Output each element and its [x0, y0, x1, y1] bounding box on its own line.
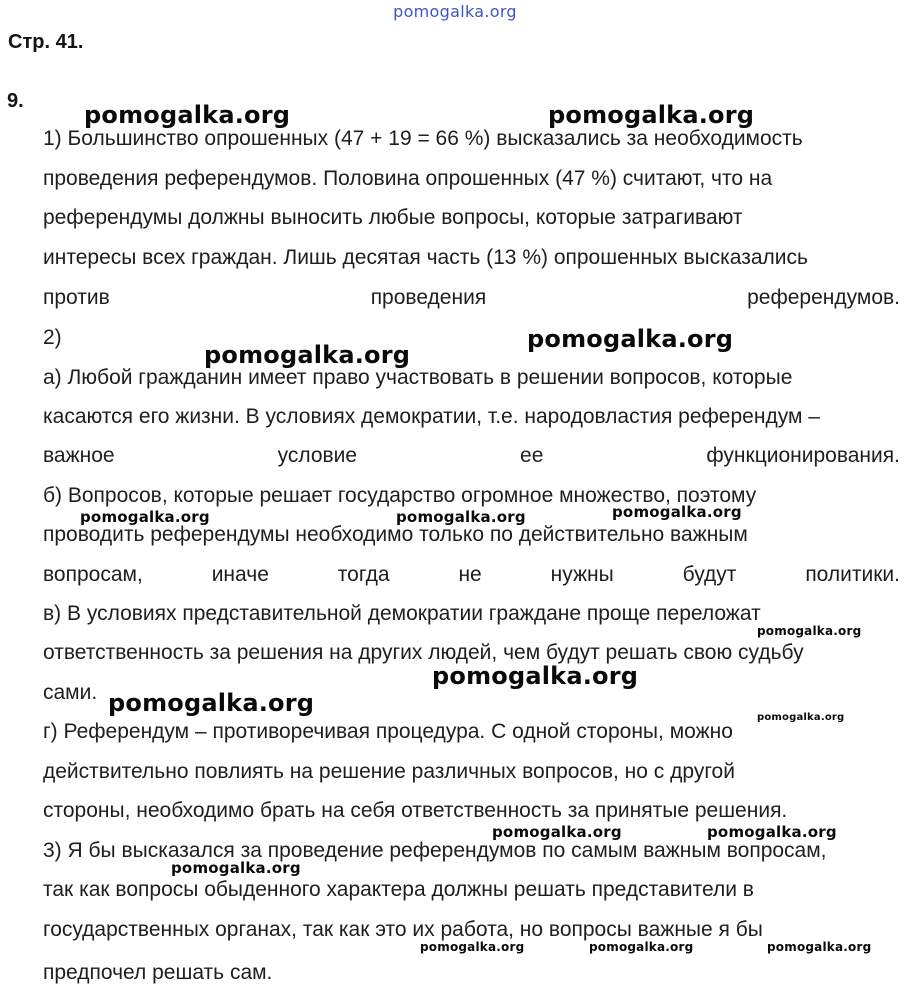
answer-1-line-4: интересы всех граждан. Лишь десятая часть (13 %) опрошенных высказались: [43, 246, 808, 269]
watermark: pomogalka.org: [548, 101, 755, 129]
answer-2g-line-2: действительно повлиять на решение различных вопросов, но с другой: [43, 760, 735, 783]
watermark: pomogalka.org: [396, 508, 526, 526]
answer-2a-line-1: а) Любой гражданин имеет право участвовать в решении вопросов, которые: [43, 366, 793, 389]
watermark: pomogalka.org: [527, 325, 734, 353]
word: проведения: [370, 286, 487, 309]
watermark: pomogalka.org: [84, 101, 291, 129]
word: референдумов.: [747, 286, 900, 309]
word: не: [458, 563, 482, 586]
answer-1-line-5: [43, 285, 900, 311]
answer-2b-line-2: проводить референдумы необходимо только по действительно важным: [43, 523, 748, 546]
answer-1-line-3: референдумы должны выносить любые вопросы, которые затрагивают: [43, 206, 743, 229]
word: вопросам,: [43, 563, 143, 586]
answer-2v-line-3: сами.: [43, 681, 98, 704]
word: будут: [682, 563, 737, 586]
watermark: pomogalka.org: [432, 662, 639, 690]
watermark: pomogalka.org: [80, 508, 210, 526]
watermark: pomogalka.org: [767, 940, 872, 954]
answer-3-line-2: так как вопросы обыденного характера должны решать представители в: [43, 878, 754, 901]
answer-3-line-4: предпочел решать сам.: [43, 961, 273, 984]
watermark: pomogalka.org: [492, 823, 622, 841]
watermark: pomogalka.org: [757, 712, 845, 723]
watermark: pomogalka.org: [420, 940, 525, 954]
answer-2-label: 2): [43, 326, 62, 349]
answer-2b-line-1: б) Вопросов, которые решает государство огромное множество, поэтому: [43, 484, 757, 507]
word: нужны: [550, 563, 614, 586]
watermark: pomogalka.org: [612, 503, 742, 521]
answer-3-line-3: государственных органах, так как это их работа, но вопросы важные я бы: [43, 918, 763, 941]
word: важное: [43, 444, 115, 467]
watermark: pomogalka.org: [589, 940, 694, 954]
word: иначе: [211, 563, 269, 586]
answer-2v-line-2: ответственность за решения на других людей, чем будут решать свою судьбу: [43, 641, 804, 664]
answer-1-line-1: 1) Большинство опрошенных (47 + 19 = 66 %) высказались за необходимость: [43, 127, 803, 150]
word: ее: [520, 444, 544, 467]
watermark: pomogalka.org: [204, 341, 411, 369]
word: функционирования.: [706, 444, 900, 467]
answer-1-line-2: проведения референдумов. Половина опрошенных (47 %) считают, что на: [43, 167, 773, 190]
watermark: pomogalka.org: [707, 823, 837, 841]
answer-2g-line-3: стороны, необходимо брать на себя ответственность за принятые решения.: [43, 799, 788, 822]
answer-2a-line-2: касаются его жизни. В условиях демократии, т.е. народовластия референдум –: [43, 405, 820, 428]
word: тогда: [337, 563, 390, 586]
answer-2v-line-1: в) В условиях представительной демократии граждане проще переложат: [43, 602, 761, 625]
watermark: pomogalka.org: [757, 624, 862, 638]
watermark: pomogalka.org: [108, 689, 315, 717]
answer-2b-line-3: [43, 562, 900, 588]
task-number: 9.: [7, 90, 24, 112]
page-label: Стр. 41.: [8, 31, 84, 53]
answer-3-line-1: 3) Я бы высказался за проведение референдумов по самым важным вопросам,: [43, 839, 827, 862]
word: против: [43, 286, 110, 309]
answer-2a-line-3: [43, 443, 900, 469]
word: условие: [277, 444, 358, 467]
watermark: pomogalka.org: [171, 859, 301, 877]
word: политики.: [805, 563, 900, 586]
answer-2g-line-1: г) Референдум – противоречивая процедура. С одной стороны, можно: [43, 720, 733, 743]
site-watermark-top: pomogalka.org: [393, 2, 517, 21]
